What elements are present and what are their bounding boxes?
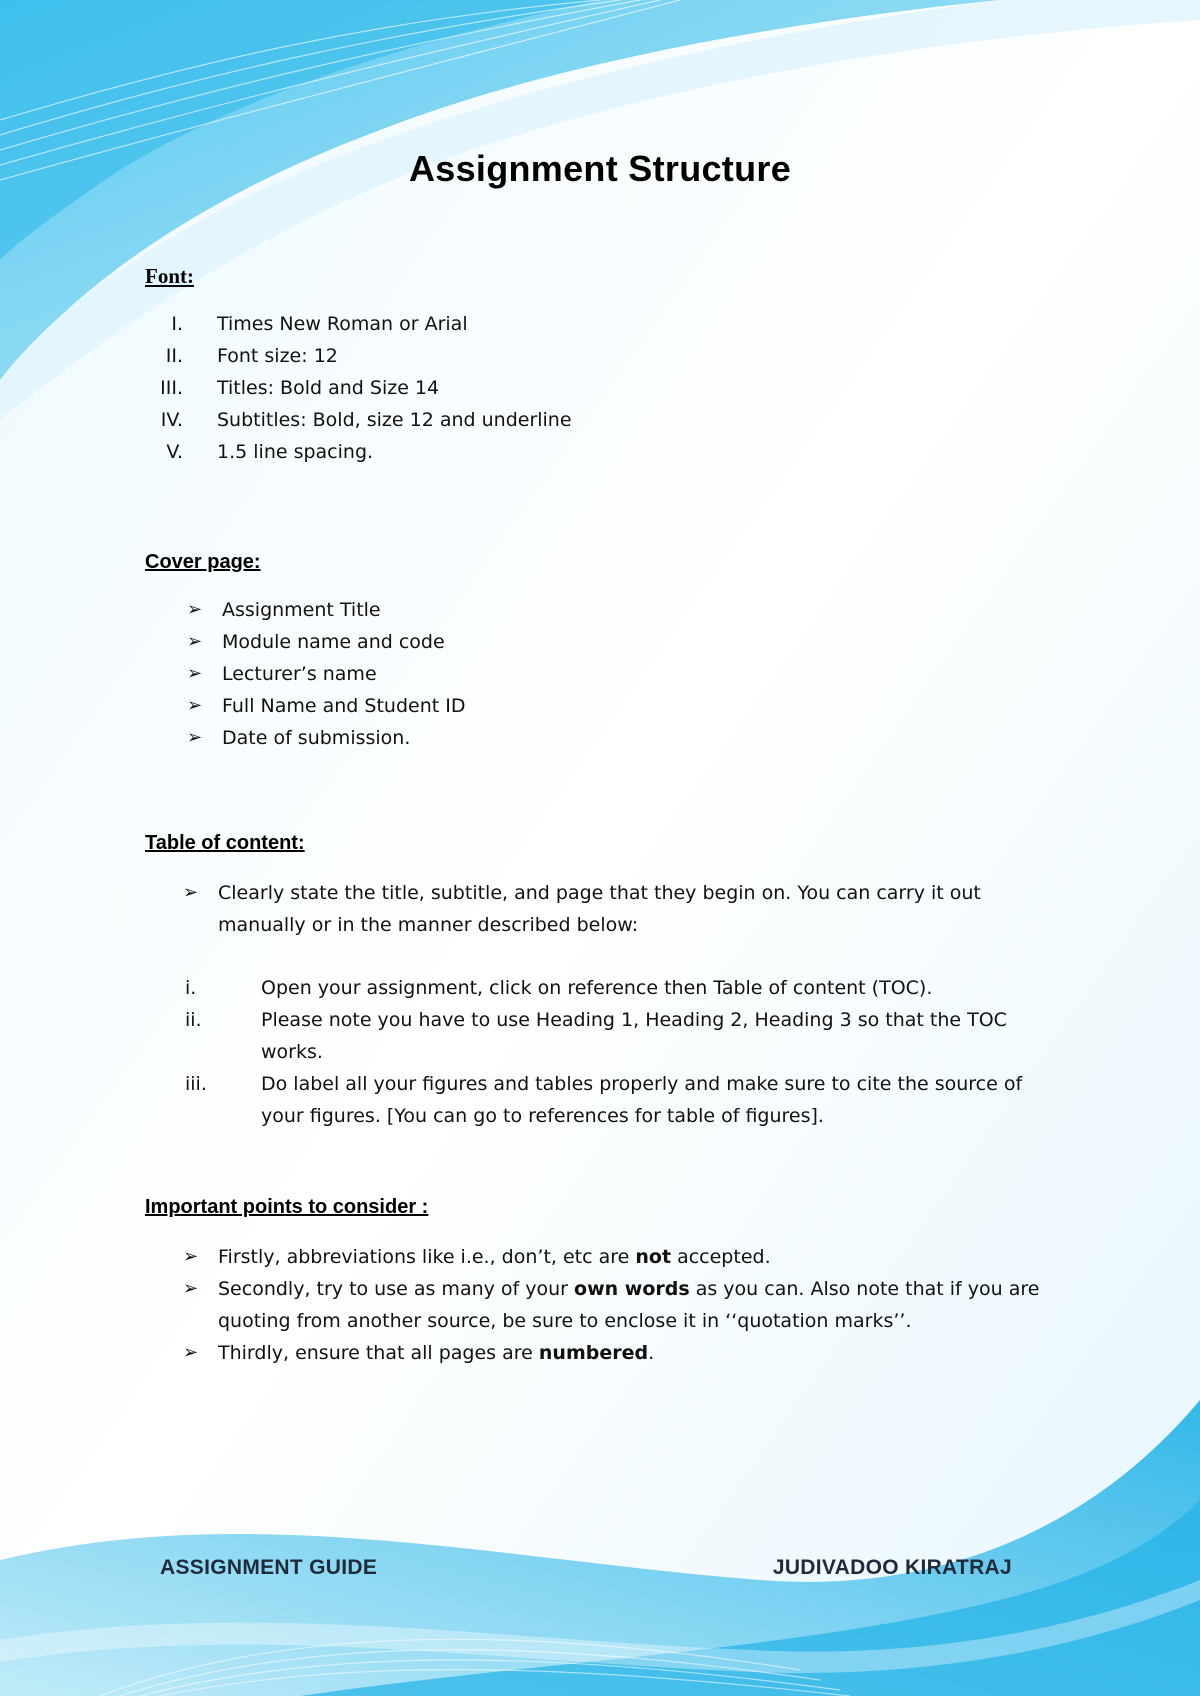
toc-heading: Table of content: — [145, 832, 305, 854]
arrow-bullet-icon: ➢ — [187, 631, 203, 652]
toc-steps-list — [185, 972, 1065, 1132]
list-text: Lecturer’s name — [222, 663, 377, 685]
list-item — [145, 308, 945, 340]
cover-page-heading: Cover page: — [145, 551, 261, 573]
important-points-list — [183, 1241, 1063, 1369]
list-text: Clearly state the title, subtitle, and page that they begin on. You can carry it out manually or in the manner described below: — [218, 882, 981, 936]
list-item — [187, 722, 1087, 754]
list-text-end: accepted. — [671, 1246, 771, 1268]
list-text-start: Secondly, try to use as many of your — [218, 1278, 575, 1300]
list-item — [185, 1004, 1065, 1068]
list-item — [183, 1337, 1063, 1369]
list-item — [187, 594, 1087, 626]
list-item — [185, 1068, 1065, 1132]
list-number: II. — [165, 345, 183, 367]
list-text: Date of submission. — [222, 727, 411, 749]
list-number: I. — [171, 313, 183, 335]
footer-doc-label: ASSIGNMENT GUIDE — [160, 1556, 378, 1579]
arrow-bullet-icon: ➢ — [187, 695, 203, 716]
arrow-bullet-icon: ➢ — [183, 1342, 199, 1363]
arrow-bullet-icon: ➢ — [187, 599, 203, 620]
list-number: III. — [160, 377, 183, 399]
arrow-bullet-icon: ➢ — [187, 663, 203, 684]
list-text: Titles: Bold and Size 14 — [217, 377, 440, 399]
list-text-start: Thirdly, ensure that all pages are — [218, 1342, 539, 1364]
list-item — [145, 404, 945, 436]
list-text: Times New Roman or Arial — [217, 313, 468, 335]
arrow-bullet-icon: ➢ — [183, 882, 199, 903]
font-list — [145, 308, 945, 468]
list-text-start: Firstly, abbreviations like i.e., don’t, etc are — [218, 1246, 636, 1268]
toc-bullet-list — [183, 877, 1063, 941]
list-text-end: . — [648, 1342, 655, 1364]
list-number: IV. — [160, 409, 183, 431]
list-text: Module name and code — [222, 631, 445, 653]
emphasis-text: own words — [574, 1278, 690, 1300]
list-number: V. — [166, 441, 183, 463]
list-item — [183, 1273, 1063, 1337]
list-item — [187, 658, 1087, 690]
list-text: Please note you have to use Heading 1, Heading 2, Heading 3 so that the TOC works. — [261, 1009, 1007, 1063]
list-item — [145, 340, 945, 372]
footer-author: JUDIVADOO KIRATRAJ — [772, 1556, 1012, 1579]
list-item — [187, 690, 1087, 722]
list-text-end: as you can. Also note that if you are quoting from another source, be sure to enclose it in ‘‘quotation marks’’. — [218, 1278, 1040, 1332]
list-item — [145, 436, 945, 468]
list-text: 1.5 line spacing. — [217, 441, 374, 463]
list-number: iii. — [185, 1073, 207, 1095]
list-number: ii. — [185, 1009, 202, 1031]
list-text: Full Name and Student ID — [222, 695, 466, 717]
list-text: Open your assignment, click on reference then Table of content (TOC). — [261, 977, 933, 999]
list-text: Do label all your figures and tables properly and make sure to cite the source of your figures. [You can go to references for table of figures]. — [261, 1073, 1023, 1127]
list-item — [187, 626, 1087, 658]
arrow-bullet-icon: ➢ — [183, 1278, 199, 1299]
font-heading: Font: — [145, 264, 194, 288]
list-text: Assignment Title — [222, 599, 381, 621]
arrow-bullet-icon: ➢ — [183, 1246, 199, 1267]
list-text: Subtitles: Bold, size 12 and underline — [217, 409, 572, 431]
list-item — [145, 372, 945, 404]
list-number: i. — [185, 977, 197, 999]
emphasis-text: not — [635, 1246, 672, 1268]
arrow-bullet-icon: ➢ — [187, 727, 203, 748]
page-title: Assignment Structure — [408, 148, 792, 189]
list-item — [183, 1241, 1063, 1273]
emphasis-text: numbered — [538, 1342, 649, 1364]
cover-page-list — [187, 594, 1087, 754]
important-points-heading: Important points to consider : — [145, 1196, 429, 1218]
list-item — [183, 877, 1063, 941]
list-text: Font size: 12 — [217, 345, 338, 367]
list-item — [185, 972, 1065, 1004]
